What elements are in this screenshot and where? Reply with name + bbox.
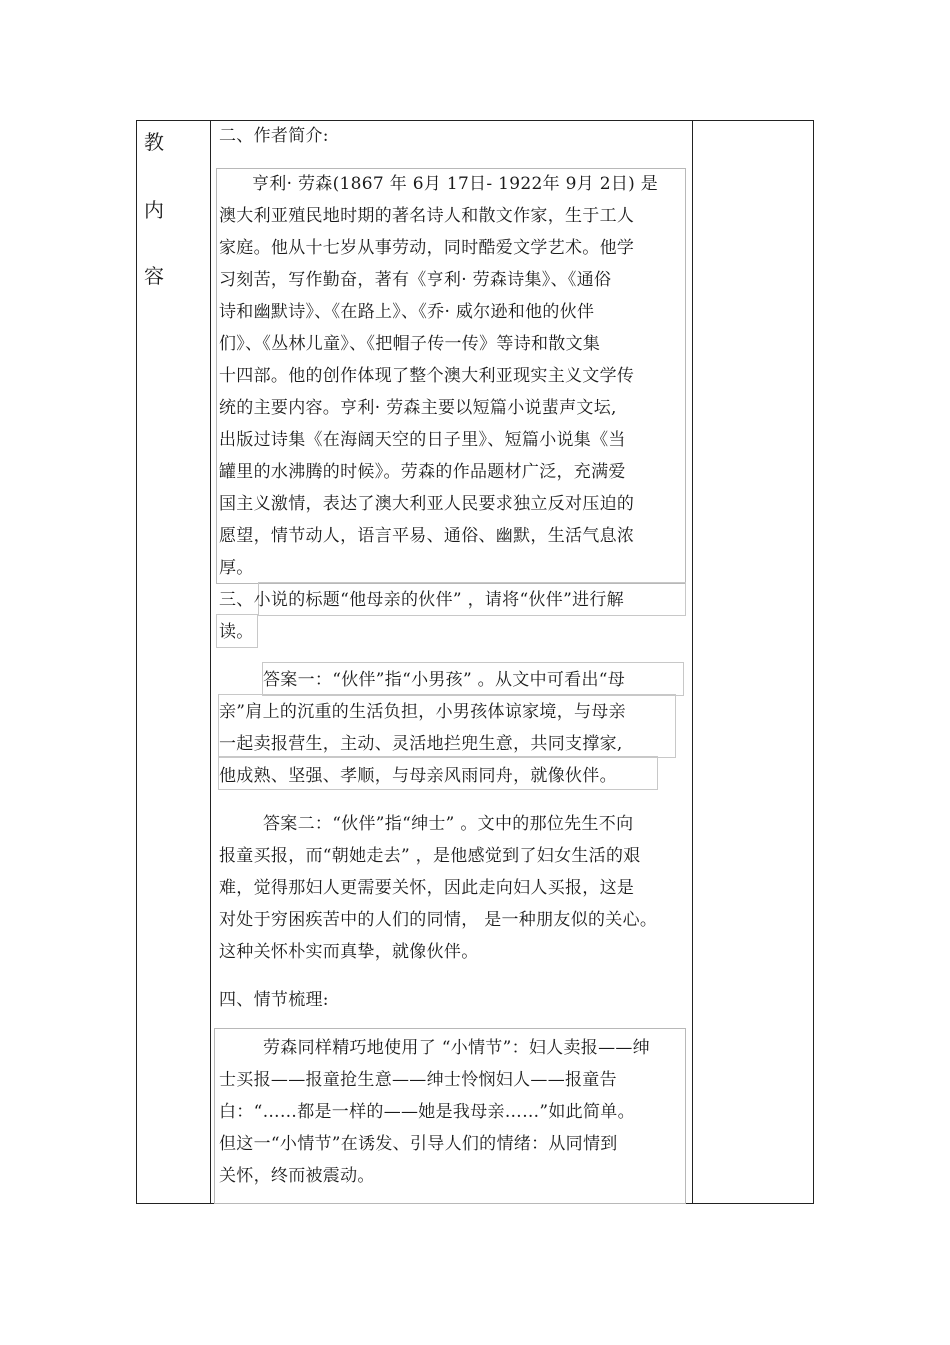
- answer-two-line: 这种关怀朴实而真挚，就像伙伴。: [219, 942, 479, 962]
- plot-heading: 四、情节梳理:: [219, 990, 329, 1010]
- author-intro-line: 亨利· 劳森(1867 年 6月 17日- 1922年 9月 2日) 是: [252, 174, 659, 194]
- answer-two-line: 答案二：“伙伴”指“绅士” 。文中的那位先生不向: [263, 814, 634, 834]
- author-intro-heading: 二、作者简介:: [219, 126, 329, 146]
- answer-two-line: 难，觉得那妇人更需要关怀，因此走向妇人买报，这是: [219, 878, 635, 898]
- side-label-3: 容: [144, 264, 164, 288]
- column-divider-left: [210, 120, 211, 1203]
- author-intro-line: 罐里的水沸腾的时候》。劳森的作品题材广泛，充满爱: [219, 462, 626, 482]
- side-label-1: 教: [144, 130, 164, 154]
- author-intro-line: 家庭。他从十七岁从事劳动，同时酷爱文学艺术。他学: [219, 238, 635, 258]
- answer-one-line: 他成熟、坚强、孝顺，与母亲风雨同舟，就像伙伴。: [219, 766, 617, 786]
- author-intro-line: 十四部。他的创作体现了整个澳大利亚现实主义文学传: [219, 366, 635, 386]
- answer-one-line: 答案一：“伙伴”指“小男孩” 。从文中可看出“母: [263, 670, 626, 690]
- author-intro-line: 习刻苦，写作勤奋，著有《亨利· 劳森诗集》、《通俗: [219, 270, 612, 290]
- author-intro-line: 愿望，情节动人，语言平易、通俗、幽默，生活气息浓: [219, 526, 635, 546]
- plot-line: 劳森同样精巧地使用了 “小情节”：妇人卖报——绅: [263, 1038, 650, 1058]
- author-intro-line: 澳大利亚殖民地时期的著名诗人和散文作家，生于工人: [219, 206, 635, 226]
- title-question-line: 读。: [219, 622, 254, 642]
- answer-two-line: 对处于穷困疾苦中的人们的同情， 是一种朋友似的关心。: [219, 910, 658, 930]
- plot-line: 但这一“小情节”在诱发、引导人们的情绪：从同情到: [219, 1134, 618, 1154]
- side-label-2: 内: [144, 198, 164, 222]
- author-intro-line: 出版过诗集《在海阔天空的日子里》、短篇小说集《当: [219, 430, 626, 450]
- answer-one-line: 一起卖报营生，主动、灵活地拦兜生意，共同支撑家,: [219, 734, 623, 754]
- plot-line: 士买报——报童抢生意——绅士怜悯妇人——报童告: [219, 1070, 617, 1090]
- title-question-line: 三、小说的标题“他母亲的伙伴” ，请将“伙伴”进行解: [219, 590, 624, 610]
- answer-one-line: 亲”肩上的沉重的生活负担，小男孩体谅家境，与母亲: [219, 702, 626, 722]
- author-intro-line: 国主义激情，表达了澳大利亚人民要求独立反对压迫的: [219, 494, 635, 514]
- answer-two-line: 报童买报，而“朝她走去” ，是他感觉到了妇女生活的艰: [219, 846, 641, 866]
- author-intro-line: 厚。: [219, 558, 254, 578]
- author-intro-line: 们》、《丛林儿童》、《把帽子传一传》等诗和散文集: [219, 334, 601, 354]
- plot-line: 关怀，终而被震动。: [219, 1166, 375, 1186]
- column-divider-right: [692, 120, 693, 1203]
- author-intro-line: 诗和幽默诗》、《在路上》、《乔· 威尔逊和他的伙伴: [219, 302, 595, 322]
- author-intro-line: 统的主要内容。亨利· 劳森主要以短篇小说蜚声文坛,: [219, 398, 617, 418]
- plot-line: 白：“……都是一样的——她是我母亲……”如此简单。: [219, 1102, 635, 1122]
